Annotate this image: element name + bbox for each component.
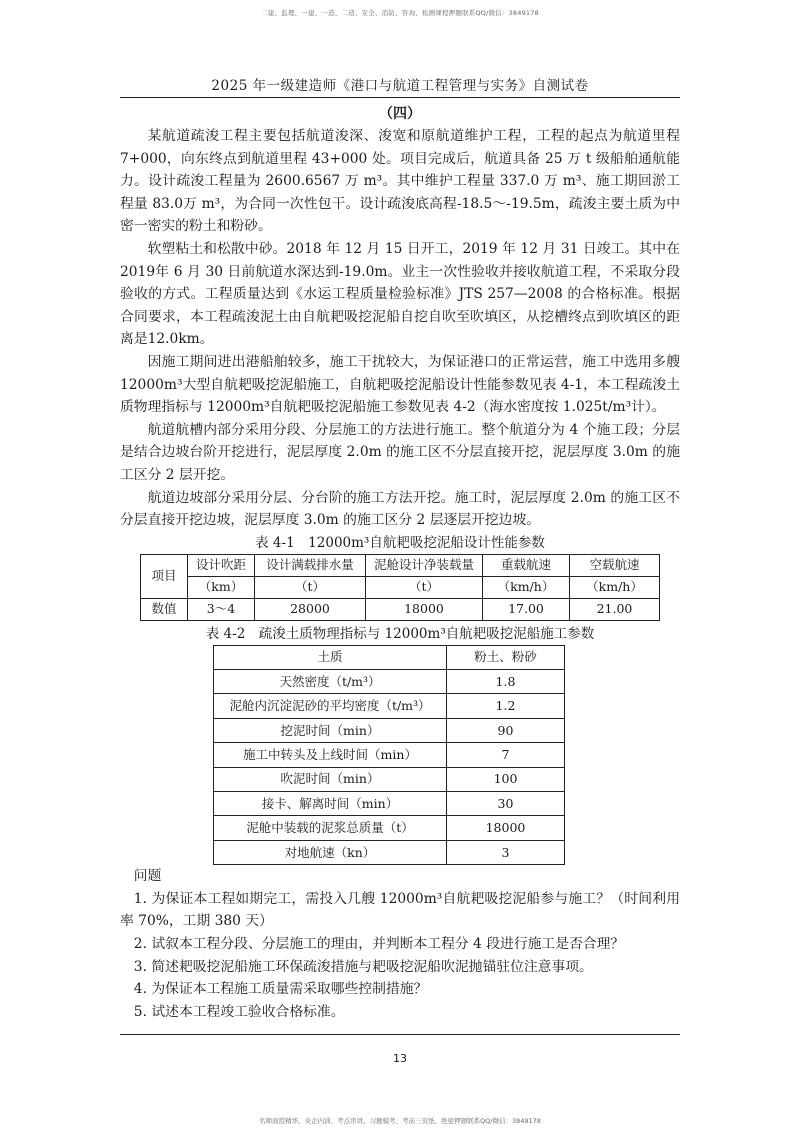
table-1-row-label: 数值 [141, 598, 188, 620]
table-2 [213, 645, 565, 866]
question-item: 4. 为保证本工程施工质量需采取哪些控制措施？ [133, 981, 428, 998]
table-2-label: 泥舱内沉淀泥砂的平均密度（t/m³） [214, 694, 447, 718]
table-2-header-row [214, 645, 565, 669]
table-1-col-name: 空载航速 [570, 554, 660, 576]
question-item: 5. 试述本工程竣工验收合格标准。 [133, 1003, 345, 1020]
footer-divider [120, 1034, 680, 1035]
table-1-cell: 3～4 [188, 598, 255, 620]
table-1-col-name: 重载航速 [483, 554, 570, 576]
table-1-caption: 表 4-1 12000m³自航耙吸挖泥船设计性能参数 [255, 534, 545, 551]
table-1-unit-row [141, 576, 660, 598]
questions-title: 问题 [133, 868, 162, 885]
table-2-value: 7 [447, 743, 565, 767]
table-1-col-unit: （km/h） [570, 576, 660, 598]
question-item: 2. 试叙本工程分段、分层施工的理由，并判断本工程分 4 段进行施工是否合理？ [133, 935, 625, 952]
table-1-cell: 18000 [366, 598, 483, 620]
page-number: 13 [393, 1052, 407, 1065]
table-2-value: 100 [447, 767, 565, 791]
table-2-label: 吹泥时间（min） [214, 767, 447, 791]
table-2-label: 施工中转头及上线时间（min） [214, 743, 447, 767]
table-2-label: 泥舱中装载的泥浆总质量（t） [214, 816, 447, 840]
table-2-value: 3 [447, 840, 565, 864]
table-row [214, 743, 565, 767]
body-content [120, 125, 680, 1023]
table-2-header-cell: 粉土、粉砂 [447, 645, 565, 669]
table-1-cell: 21.00 [570, 598, 660, 620]
table-1-col-unit: （t） [255, 576, 366, 598]
questions-section [120, 865, 680, 1023]
paragraph-2: 软塑粘土和松散中砂。2018 年 12 月 15 日开工，2019 年 12 月 31 日竣工。其中在 2019年 6 月 30 日前航道水深达到-19.0m。业主一次性验收并接收航道工程，不采取分段验收的方式。工程质量达到《水运工程质量检验标准》JTS 257—2008 的合格标准。根据合同要求，本工程疏浚泥土由自航耙吸挖泥船自挖自吹至吹填区，从挖槽终点到吹填区的距离是12.0km。 [120, 240, 680, 348]
header-divider [120, 97, 680, 98]
table-2-label: 对地航速（kn） [214, 840, 447, 864]
question-item: 1. 为保证本工程如期完工，需投入几艘 12000m³自航耙吸挖泥船参与施工？（时间利用率 70%，工期 380 天） [120, 890, 680, 930]
page-header-title: 2025 年一级建造师《港口与航道工程管理与实务》自测试卷 [211, 78, 589, 94]
table-2-value: 30 [447, 792, 565, 816]
table-2-label: 挖泥时间（min） [214, 718, 447, 742]
paragraph-4: 航道航槽内部分采用分段、分层施工的方法进行施工。整个航道分为 4 个施工段；分层是结合边坡台阶开挖进行，泥层厚度 2.0m 的施工区不分层直接开挖，泥层厚度 3.0m 的施工区分 2 层开挖。 [120, 421, 680, 483]
top-watermark: 二建、监理、一建、一造、二造、安全、消防、咨询、检测课程押题联系QQ/微信：3849178 [261, 9, 539, 17]
table-row [214, 670, 565, 694]
table-row [214, 694, 565, 718]
table-1-col-name: 设计吹距 [188, 554, 255, 576]
table-1-col-name: 设计满载排水量 [255, 554, 366, 576]
question-item: 3. 简述耙吸挖泥船施工环保疏浚措施与耙吸挖泥船吹泥抛锚驻位注意事项。 [133, 958, 593, 975]
table-1 [140, 554, 660, 621]
table-2-caption: 表 4-2 疏浚土质物理指标与 12000m³自航耙吸挖泥船施工参数 [205, 625, 595, 642]
table-row [214, 792, 565, 816]
table-2-value: 90 [447, 718, 565, 742]
table-1-col-name: 泥舱设计净装载量 [366, 554, 483, 576]
section-title: （四） [379, 106, 421, 122]
table-2-header-cell: 土质 [214, 645, 447, 669]
table-1-col-unit: （km/h） [483, 576, 570, 598]
table-row [214, 816, 565, 840]
table-2-value: 1.8 [447, 670, 565, 694]
table-1-cell: 28000 [255, 598, 366, 620]
bottom-watermark: 名师面授精华、央企内训、考点串讲、习题模考、考前三页纸、绝密押题联系QQ/微信：3849178 [259, 1117, 541, 1125]
table-2-label: 天然密度（t/m³） [214, 670, 447, 694]
paragraph-1: 某航道疏浚工程主要包括航道浚深、浚宽和原航道维护工程，工程的起点为航道里程7+000，向东终点到航道里程 43+000 处。项目完成后，航道具备 25 万 t 级船舶通航能力。设计疏浚工程量为 2600.6567 万 m³。其中维护工程量 337.0 万 m³、施工期回淤工程量 83.0万 m³，为合同一次性包干。设计疏浚底高程-18.5～-19.5m，疏浚主要土质为中密一密实的粉土和粉砂。 [120, 128, 680, 235]
table-row [214, 767, 565, 791]
paragraph-3: 因施工期间进出港船舶较多，施工干扰较大，为保证港口的正常运营，施工中选用多艘12000m³大型自航耙吸挖泥船施工，自航耙吸挖泥船设计性能参数见表 4-1，本工程疏浚土质物理指标与 12000m³自航耙吸挖泥船施工参数见表 4-2（海水密度按 1.025t/m³计）。 [120, 353, 680, 416]
table-1-value-row [141, 598, 660, 620]
table-1-cell: 17.00 [483, 598, 570, 620]
table-1-col-unit: （km） [188, 576, 255, 598]
table-1-header-row [141, 554, 660, 576]
table-1-item-header: 项目 [141, 554, 188, 598]
table-2-label: 接卡、解离时间（min） [214, 792, 447, 816]
table-1-col-unit: （t） [366, 576, 483, 598]
table-2-value: 1.2 [447, 694, 565, 718]
table-2-value: 18000 [447, 816, 565, 840]
table-row [214, 718, 565, 742]
paragraph-5: 航道边坡部分采用分层、分台阶的施工方法开挖。施工时，泥层厚度 2.0m 的施工区不分层直接开挖边坡，泥层厚度 3.0m 的施工区分 2 层逐层开挖边坡。 [120, 489, 680, 529]
table-row [214, 840, 565, 864]
